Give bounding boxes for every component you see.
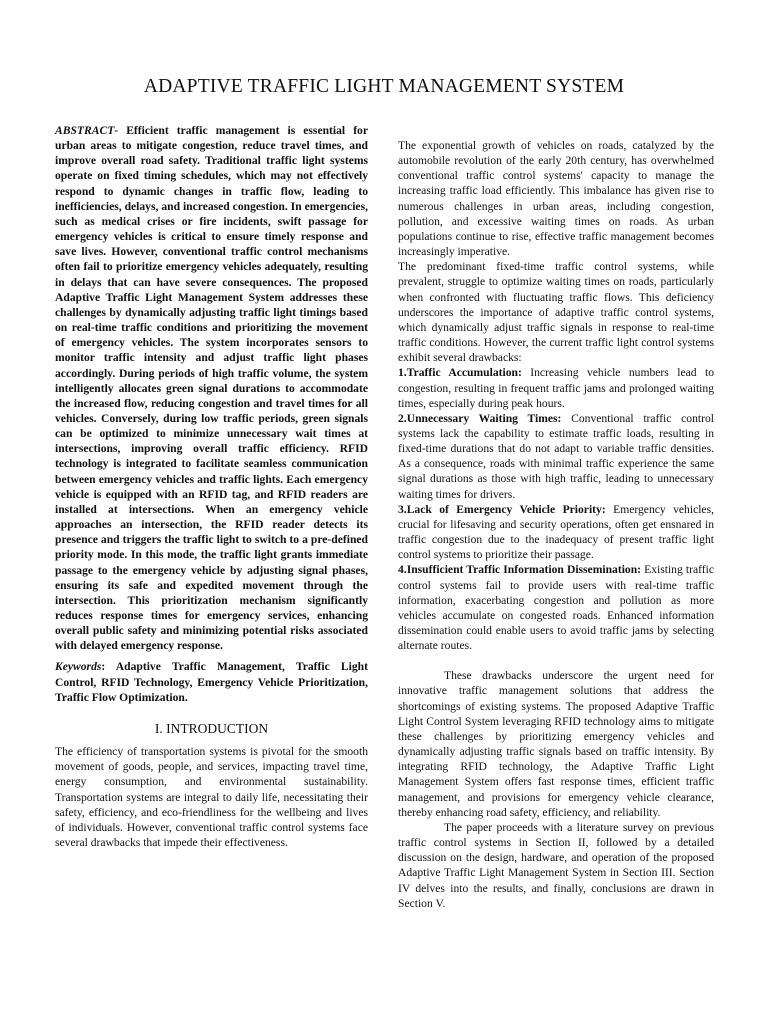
- intro-paragraph-1: The efficiency of transportation systems is pivotal for the smooth movement of goods, people, and services, impacting travel time, energy consumption, and environmental sustainability. Transportation systems are integral to daily life, necessitating their safety, efficiency, and eco-friendliness for the wellbeing and lives of individuals. However, conventional traffic control systems face several drawbacks that impede their effectiveness.: [55, 745, 368, 850]
- drawback-label: 3.Lack of Emergency Vehicle Priority:: [398, 502, 606, 516]
- intro-paragraph-3: The predominant fixed-time traffic control systems, while prevalent, struggle to optimize waiting times on roads, particularly when confronted with fluctuating traffic flows. This deficiency underscores the importance of adaptive traffic control systems, which dynamically adjust traffic signals in response to real-time traffic conditions. However, the current traffic light control systems exhibit several drawbacks:: [398, 260, 714, 365]
- intro-paragraph-4: These drawbacks underscore the urgent need for innovative traffic management solutions that address the shortcomings of existing systems. The proposed Adaptive Traffic Light Control System leveraging RFID technology aims to mitigate these challenges by prioritizing emergency vehicles and dynamically adjusting traffic signals based on traffic intensity. By integrating RFID technology, the Adaptive Traffic Light Management System offers fast response times, efficient traffic management, and provisions for emergency vehicle clearance, thereby enhancing road safety, efficiency, and reliability.: [398, 669, 714, 819]
- drawback-text: Conventional traffic control systems lack the capability to estimate traffic loads, resulting in fixed-time durations that do not adapt to variable traffic densities. As a consequence, roads with minimal traffic experience the same signal durations as those with high traffic, leading to unnecessary waiting times for drivers.: [398, 411, 714, 501]
- intro-paragraph-2: The exponential growth of vehicles on roads, catalyzed by the automobile revolution of the early 20th century, has overwhelmed conventional traffic control systems' capacity to manage the increasing traffic load efficiently. This imbalance has given rise to numerous challenges in urban areas, including congestion, pollution, and excessive waiting times on roads. As urban populations continue to rise, effective traffic management becomes increasingly imperative.: [398, 139, 714, 259]
- left-column: [55, 123, 368, 850]
- drawback-text: Existing traffic control systems fail to provide users with real-time traffic information, exacerbating congestion and pollution as more vehicles accumulate on congested roads. Enhanced information dissemination could enable users to avoid traffic jams by selecting alternate routes.: [398, 563, 714, 653]
- right-column: [398, 138, 714, 911]
- drawback-item: [398, 411, 714, 502]
- drawback-label: 2.Unnecessary Waiting Times:: [398, 411, 562, 425]
- drawback-label: 4.Insufficient Traffic Information Dissemination:: [398, 563, 642, 577]
- drawback-text: Increasing vehicle numbers lead to congestion, resulting in frequent traffic jams and prolonged waiting times, especially during peak hours.: [398, 366, 715, 410]
- keywords-text: : Adaptive Traffic Management, Traffic Light Control, RFID Technology, Emergency Vehicle Prioritization, Traffic Flow Optimization.: [55, 660, 368, 704]
- drawback-item: [398, 365, 714, 410]
- paper-title: ADAPTIVE TRAFFIC LIGHT MANAGEMENT SYSTEM: [143, 76, 625, 97]
- abstract-paragraph: [55, 123, 368, 653]
- drawback-item: [398, 502, 714, 563]
- intro-paragraph-5: The paper proceeds with a literature survey on previous traffic control systems in Section II, followed by a detailed discussion on the design, hardware, and operation of the proposed Adaptive Traffic Light Management System in Section III. Section IV delves into the results, and finally, conclusions are drawn in Section V.: [398, 820, 714, 910]
- drawback-item: [398, 562, 714, 653]
- drawback-label: 1.Traffic Accumulation:: [398, 366, 522, 380]
- drawback-text: Emergency vehicles, crucial for lifesaving and security operations, often get ensnared in traffic congestion due to the inadequacy of present traffic light control systems to prioritize their passage.: [398, 502, 714, 562]
- abstract-label: ABSTRACT: [55, 124, 115, 137]
- section-heading-introduction: I. INTRODUCTION: [154, 720, 269, 736]
- abstract-text: - Efficient traffic management is essential for urban areas to mitigate congestion, reduce travel times, and improve overall road safety. Traditional traffic light systems operate on fixed timing schedules, which may not effectively respond to dynamic changes in traffic flow, leading to inefficiencies, delays, and increased congestion. In emergencies, such as medical crises or fire incidents, swift passage for emergency vehicles is critical to ensure timely response and save lives. However, conventional traffic control mechanisms often fail to prioritize emergency vehicles adequately, resulting in delays that can have severe consequences. The proposed Adaptive Traffic Light Management System addresses these challenges by dynamically adjusting traffic light timings based on real-time traffic conditions and prioritizing the movement of emergency vehicles. The system incorporates sensors to monitor traffic intensity and adjust traffic light phases accordingly. During periods of high traffic volume, the system intelligently allocates green signal durations to accommodate the increased flow, reducing congestion and travel times for all vehicles. Conversely, during low traffic periods, green signals can be optimized to minimize unnecessary wait times at intersections, improving overall traffic efficiency. RFID technology is integrated to facilitate seamless communication between emergency vehicles and traffic lights. Each emergency vehicle is equipped with an RFID tag, and RFID readers are installed at intersections. When an emergency vehicle approaches an intersection, the RFID reader detects its presence and triggers the traffic light to switch to a pre-defined priority mode. In this mode, the traffic light grants immediate passage to the emergency vehicle by adjusting signal phases, ensuring its safe and expedited movement through the intersection. This prioritization mechanism significantly reduces response times for emergency services, enhancing overall public safety and minimizing potential risks associated with delayed emergency response.: [55, 124, 368, 653]
- keywords-label: Keywords: [55, 660, 102, 674]
- keywords-paragraph: [55, 659, 368, 704]
